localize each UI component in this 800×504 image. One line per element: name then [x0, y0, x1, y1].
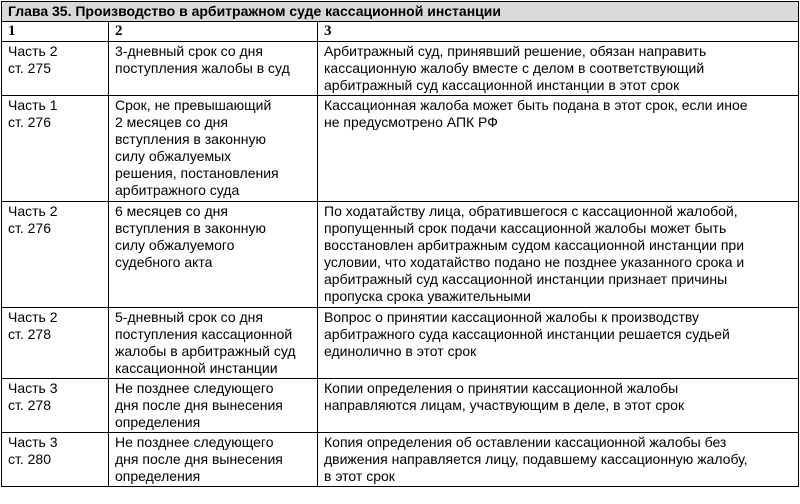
table-row	[2, 42, 799, 96]
column-number-1: 1	[2, 22, 109, 42]
description-cell	[318, 433, 799, 487]
description-text: По ходатайству лица, обратившегося с кассационной жалобой, пропущенный срок подачи кассационной жалобы может быть восстановлен арбитражным судом кассационной инстанции при условии, что ходатайство подано не позднее указанного срока и арбитражный суд кассационной инстанции признает причины пропуска срока уважительными	[324, 203, 745, 304]
table-row	[2, 433, 799, 487]
term-cell	[109, 202, 318, 308]
term-text: Не позднее следующего дня после дня вынесения определения	[115, 380, 283, 430]
article-cell	[2, 433, 109, 487]
description-cell	[318, 308, 799, 379]
article-text: Часть 1 ст. 276	[8, 97, 58, 130]
table-title-row	[2, 2, 799, 22]
article-text: Часть 2 ст. 276	[8, 203, 58, 236]
term-cell	[109, 308, 318, 379]
term-text: Не позднее следующего дня после дня вынесения определения	[115, 434, 283, 484]
article-text: Часть 2 ст. 278	[8, 309, 58, 342]
article-cell	[2, 202, 109, 308]
legal-terms-table	[1, 1, 799, 487]
table-row	[2, 96, 799, 202]
description-text: Кассационная жалоба может быть подана в этот срок, если иное не предусмотрено АПК РФ	[324, 97, 748, 130]
description-text: Копия определения об оставлении кассационной жалобы без движения направляется лицу, подавшему кассационную жалобу, в этот срок	[324, 434, 748, 484]
description-cell	[318, 202, 799, 308]
term-text: 5-дневный срок со дня поступления кассационной жалобы в арбитражный суд кассационной инстанции	[115, 309, 296, 376]
term-cell	[109, 96, 318, 202]
description-text: Вопрос о принятии кассационной жалобы к производству арбитражного суда кассационной инстанции решается судьей единолично в этот срок	[324, 309, 730, 359]
term-text: Срок, не превышающий 2 месяцев со дня вступления в законную силу обжалуемых решения, постановления арбитражного суда	[115, 97, 279, 198]
column-number-2: 2	[109, 22, 318, 42]
description-text: Копии определения о принятии кассационной жалобы направляются лицам, участвующим в деле, в этот срок	[324, 380, 685, 413]
term-cell	[109, 379, 318, 433]
table-row	[2, 379, 799, 433]
article-text: Часть 3 ст. 278	[8, 380, 58, 413]
description-cell	[318, 96, 799, 202]
term-text: 3-дневный срок со дня поступления жалобы в суд	[115, 43, 290, 76]
article-cell	[2, 379, 109, 433]
description-cell	[318, 42, 799, 96]
article-cell	[2, 96, 109, 202]
column-number-row	[2, 22, 799, 42]
term-text: 6 месяцев со дня вступления в законную силу обжалуемого судебного акта	[115, 203, 266, 270]
article-cell	[2, 42, 109, 96]
article-text: Часть 3 ст. 280	[8, 434, 58, 467]
article-cell	[2, 308, 109, 379]
description-text: Арбитражный суд, принявший решение, обязан направить кассационную жалобу вместе с делом в соответствующий арбитражный суд кассационной инстанции в этот срок	[324, 43, 707, 93]
column-number-3: 3	[318, 22, 799, 42]
table-row	[2, 308, 799, 379]
table-row	[2, 202, 799, 308]
term-cell	[109, 433, 318, 487]
description-cell	[318, 379, 799, 433]
term-cell	[109, 42, 318, 96]
article-text: Часть 2 ст. 275	[8, 43, 58, 76]
table-title: Глава 35. Производство в арбитражном суде кассационной инстанции	[2, 2, 799, 22]
